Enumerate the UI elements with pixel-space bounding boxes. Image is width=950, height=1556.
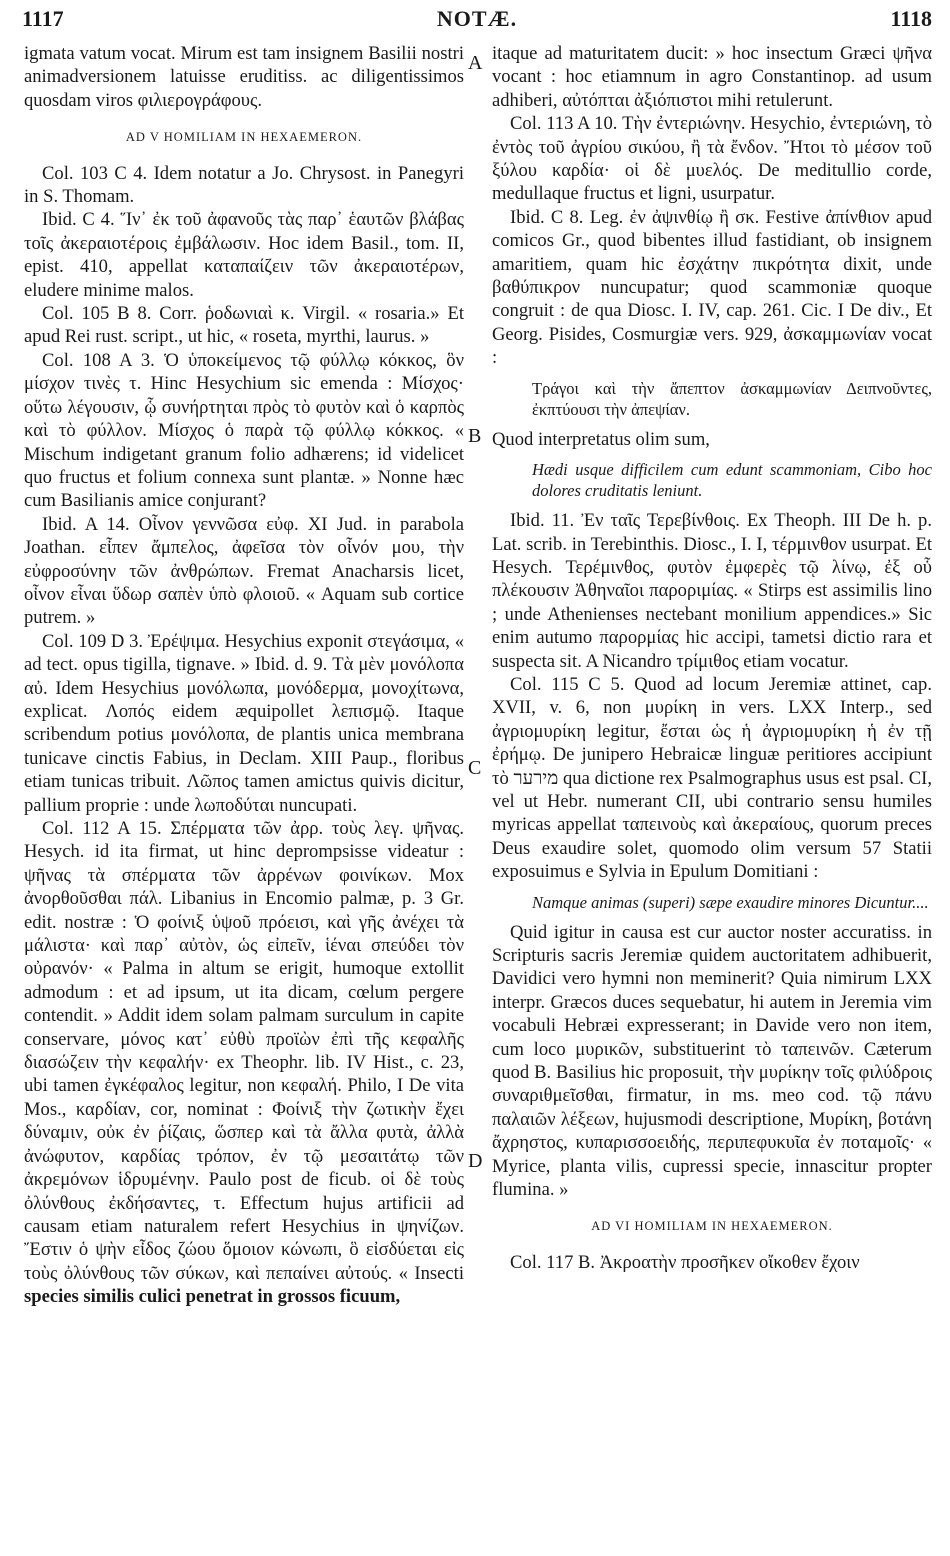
paragraph: Col. 103 C 4. Idem notatur a Jo. Chrysost. in Panegyri in S. Thomam. xyxy=(24,162,464,208)
paragraph-bold-tail: species similis culici penetrat in grossos ficuum, xyxy=(24,1286,401,1308)
left-column xyxy=(24,42,464,1309)
paragraph: itaque ad maturitatem ducit: » hoc insectum Græci ψῆνα vocant : hoc etiamnum in agro Constantinop. ad usum adhiberi, αὐτόπται ἀξιόπιστοι mihi retulerunt. xyxy=(492,43,932,111)
paragraph: Col. 117 B. Ἀκροατὴν προσῆκεν οἴκοθεν ἔχοιν xyxy=(510,1251,860,1273)
margin-marker-b: B xyxy=(468,425,482,447)
paragraph: Col. 113 A 10. Τὴν ἐντεριώνην. Hesychio, ἐντεριώνη, τὸ ἐντὸς τοῦ ἀγρίου σικύου, ἢ τὰ ἔνδον. Ἤτοι τὸ μέσον τοῦ ξύλου καρδία· οἱ δὲ μυελός. De meditullio corde, medullaque fructus et ligni, usurpatur. xyxy=(492,113,932,205)
paragraph: Ibid. 11. Ἐν ταῖς Τερεβίνθοις. Ex Theoph. III De h. p. Lat. scrib. in Terebinthis. Diosc., I. I, τέρμινθον usurpat. Et Hesych. Τερέμινθος, φυτὸν ἐμφερὲς τῷ λίνῳ, ἐξ οὗ πλέκουσιν Ἀθηναῖοι παροριμίας. « Stirps est assimilis lino ; unde Athenienses nectebant monilium appendices.» Sic enim autumo παρορμίας hic accipi, tametsi dictio rara et suspecta sit. A Nicandro τρίμιθος etiam vocatur. xyxy=(492,510,932,672)
paragraph: Quod interpretatus olim sum, xyxy=(492,428,710,450)
margin-marker-c: C xyxy=(468,757,482,779)
greek-verse-quote: Τράγοι καὶ τὴν ἄπεπτον ἀσκαμμωνίαν Δειπνοῦντες, ἐκπτύουσι τὴν ἀπεψίαν. xyxy=(532,378,932,419)
margin-marker-d: D xyxy=(468,1150,483,1172)
paragraph: igmata vatum vocat. Mirum est tam insignem Basilii nostri animadversionem latuisse eruditiss. ac diligentissimos quosdam viros φιλιερογράφους. xyxy=(24,43,464,111)
paragraph: Col. 105 B 8. Corr. ῥοδωνιαὶ κ. Virgil. « rosaria.» Et apud Rei rust. script., ut hic, « roseta, myrthi, laurus. » xyxy=(24,303,464,348)
paragraph xyxy=(24,817,464,1309)
latin-verse-quote: Namque animas (superi) sæpe exaudire minores Dicuntur.... xyxy=(532,892,929,912)
right-column xyxy=(492,42,932,1274)
paragraph: Ibid. A 14. Οἶνον γεννῶσα εὐφ. XI Jud. in parabola Joathan. εἶπεν ἄμπελος, ἀφεῖσα τὸν οἶνόν μου, τὴν εὐφροσύνην τῶν ἀνθρώπων. Fremat Anacharsis licet, οἶνον εἶναι ὕδωρ σαπὲν ὑπὸ φλοιοῦ. « Aquam sub cortice putrem. » xyxy=(24,513,464,629)
paragraph: Ibid. C 8. Leg. ἐν ἀψινθίῳ ἢ σκ. Festive ἀπίνθιον apud comicos Gr., quod bibentes illud fastidiant, ob insignem amaritiem, quam hic ἐσχάτην πικρότητα dixit, unde βαθύπικρον nuncupatur; quod scammoniæ quoque congruit : de qua Diosc. I. IV, cap. 261. Cic. I De div., Et Georg. Pisides, Cosmurgiæ vers. 929, ἀσκαμμωνίαν vocat : xyxy=(492,206,932,369)
paragraph: Col. 108 A 3. Ὁ ὑποκείμενος τῷ φύλλῳ κόκκος, ὃν μίσχον τινὲς τ. Hinc Hesychium sic emenda : Μίσχος· οὕτω λέγουσιν, ᾧ συνήρτηται πρὸς τὸ φυτὸν καὶ ὁ καρπὸς καὶ τὸ φύλλον. Μίσχος ὁ παρὰ τῷ φύλλῳ κόκκος. « Mischum indigetant granum folio adhærens; id videlicet quo fructus et folium connexa sunt plantæ. » Nonne hæc cum Basilianis amice conjurant? xyxy=(24,349,464,512)
running-title: NOTÆ. xyxy=(436,6,518,31)
paragraph-text: Col. 112 A 15. Σπέρματα τῶν ἀρρ. τοὺς λεγ. ψῆνας. Hesych. id ita firmat, ut hinc deprompsisse videatur : ψῆνας τὰ σπέρματα τῶν ἀρρένων φοινίκων. Mox ἀνορθοῦσθαι πάλ. Libanius in Encomio palmæ, p. 3 Gr. edit. nostræ : Ὁ φοίνιξ ὑψοῦ πρόεισι, καὶ γῆς ἀνέχει τὰ μάλιστα· καὶ παρ᾽ αὐτὸν, ὡς εἰπεῖν, ἱέναι σπεύδει τὸν οὐρανόν· « Palma in altum se erigit, humoque extollit admodum : et ad ipsum, ut ita dicam, cœlum pergere contendit. » Addit idem solam palmam surculum in capite conservare, μόνος κατ᾽ εὐθὺ προϊὼν ἐπὶ τῆς κεφαλῆς διασώζειν τὴν κεφαλήν· ex Theophr. lib. IV Hist., c. 23, ubi tamen ἐγκέφαλος legitur, non κεφαλή. Philo, I De vita Mos., καρδίαν, cor, nominat : Φοίνιξ τὴν ζωτικὴν ἔχει δύναμιν, οὐκ ἐν ῥίζαις, ὥσπερ καὶ τὰ ἄλλα φυτὰ, ἀλλὰ ἀνώφυτον, καρδίας τρόπον, ἐν τῷ μεσαιτάτῳ τῶν ἀκρεμόνων ἱδρυμένην. Paulo post de ficub. οἱ δὲ τοὺς ὀλύνθους ἐκδήσαντες, τ. Effectum hujus artificii ad causam etiam naturalem refert Hesychius in ψηνίζων. Ἔστιν ὁ ψὴν εἶδος ζώου ὅμοιον κώνωπι, ὃ εἰσδύεται εἰς τοὺς ὀλύνθους τῶν σύκων, καὶ πεπαίνει αὐτούς. « Insecti xyxy=(24,818,464,1284)
section-heading: AD V HOMILIAM IN HEXAEMERON. xyxy=(125,130,363,145)
margin-marker-a: A xyxy=(468,52,483,74)
page-header xyxy=(22,6,932,40)
paragraph: Col. 115 C 5. Quod ad locum Jeremiæ attinet, cap. XVII, v. 6, non μυρίκη in vers. LXX Interp., sed ἀγριομυρίκη legitur, ἔσται ὡς ἡ ἀγριομυρίκη ἡ ἐν τῇ ἐρήμῳ. De junipero Hebraicæ linguæ peritiores accipiunt τὸ מירער qua dictione rex Psalmographus usus est psal. CI, vel ut Hebr. numerant CII, ubi contrario sensu humiles myricas appellat ταπεινοὺς καὶ ἀκεραίους, quorum preces Deus exaudire solet, quomodo olim versum 57 Statii exposuimus e Sylvia in Epulum Domitiani : xyxy=(492,673,933,883)
latin-verse-quote: Hædi usque difficilem cum edunt scammoniam, Cibo hoc dolores cruditatis leniunt. xyxy=(532,460,932,501)
paragraph: Quid igitur in causa est cur auctor noster accuratiss. in Scripturis sacris Jeremiæ quidem auctoritatem adhibuerit, Davidici vero hymni non meminerit? Quia nimirum LXX interpr. Græcos duces sequebatur, hi autem in Jeremia vim vocabuli Hebræi expresserant; in Davide vero non item, cum loco μυρικῶν, substituerint τὸ ταπεινῶν. Cæterum quod B. Basilius hic proposuit, τὴν μυρίκην τοῖς φιλύδροις συναριθμεῖσθαι, firmatur, in ms. meo cod. τῷ πάνυ παλαιῶν λέξεων, hujusmodi descriptione, Μυρίκη, βοτάνη ἄχρηστος, κυπαρισσοειδής, περιπεφυκυῖα ἐν ποταμοῖς· « Myrice, planta vilis, cupressi specie, innascitur propter flumina. » xyxy=(492,921,932,1201)
section-heading: AD VI HOMILIAM IN HEXAEMERON. xyxy=(591,1219,833,1234)
right-page-number: 1118 xyxy=(890,6,932,31)
paragraph: Col. 109 D 3. Ἐρέψιμα. Hesychius exponit στεγάσιμα, « ad tect. opus tigilla, tignave. » Ibid. d. 9. Τὰ μὲν μονόλοπα αὐ. Idem Hesychius μονόλωπα, μονόδερμα, μονοχίτωνα, explicat. Λοπός eidem æquipollet λεπισμῷ. Itaque scribendum potius μονόλοπα, de plantis unica membrana tunicave cinctis Fabius, in Declam. XIII Paup., floribus etiam tunicas tribuit. Λῶπος tamen amictus quivis dicitur, pallium proprie : unde λωποδύται nuncupati. xyxy=(24,630,464,816)
left-page-number: 1117 xyxy=(22,6,64,31)
paragraph: Ibid. C 4. Ἵν᾽ ἐκ τοῦ ἀφανοῦς τὰς παρ᾽ ἑαυτῶν βλάβας τοῖς ἀκεραιοτέροις ἐμβάλωσιν. Hoc idem Basil., tom. II, epist. 410, appellat καταπαίζειν τῶν ἀκεραιοτέρων, eludere minime malos. xyxy=(24,209,464,301)
